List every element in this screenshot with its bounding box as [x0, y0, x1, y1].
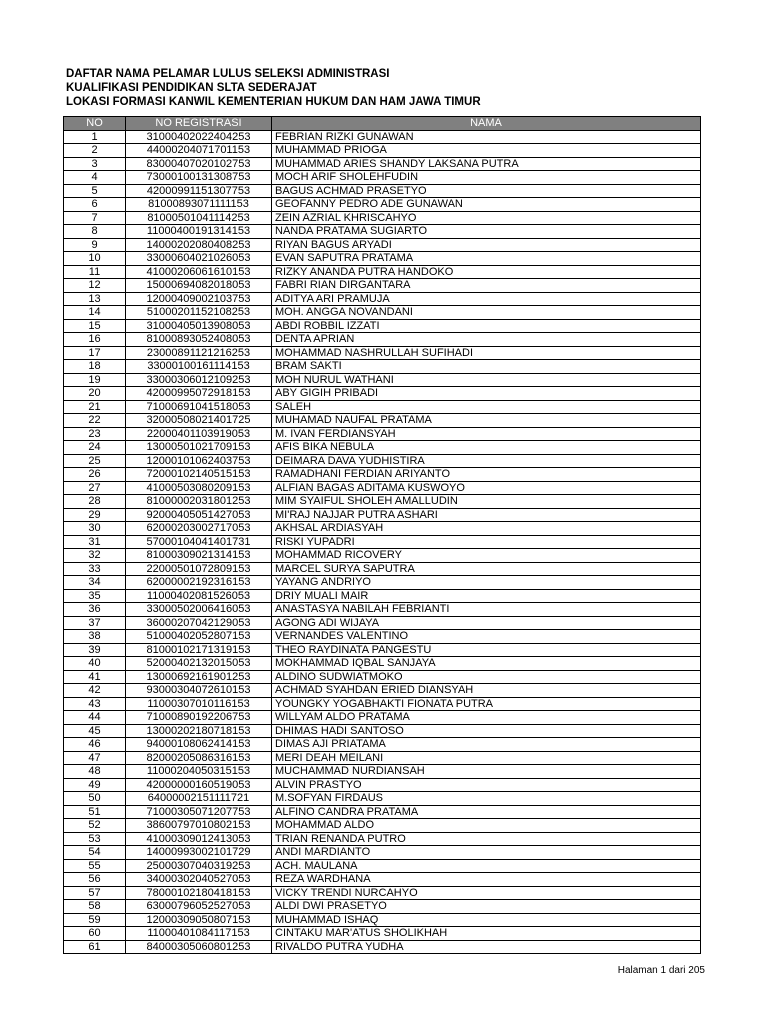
row-number: 2 — [64, 144, 126, 158]
applicant-name: MI'RAJ NAJJAR PUTRA ASHARI — [272, 508, 701, 522]
applicant-name: DENTA APRIAN — [272, 333, 701, 347]
applicant-name: EVAN SAPUTRA PRATAMA — [272, 252, 701, 266]
table-row — [64, 252, 701, 266]
registration-number: 44000204071701153 — [126, 144, 272, 158]
table-row — [64, 900, 701, 914]
registration-number: 13000692161901253 — [126, 670, 272, 684]
applicant-name: YOUNGKY YOGABHAKTI FIONATA PUTRA — [272, 697, 701, 711]
applicant-name: CINTAKU MAR'ATUS SHOLIKHAH — [272, 927, 701, 941]
row-number: 33 — [64, 562, 126, 576]
table-body — [64, 130, 701, 954]
registration-number: 57000104041401731 — [126, 535, 272, 549]
row-number: 4 — [64, 171, 126, 185]
table-row — [64, 400, 701, 414]
registration-number: 41000309012413053 — [126, 832, 272, 846]
row-number: 14 — [64, 306, 126, 320]
applicant-name: MOHAMMAD ALDO — [272, 819, 701, 833]
table-row — [64, 157, 701, 171]
applicant-name: ANDI MARDIANTO — [272, 846, 701, 860]
registration-number: 31000405013908053 — [126, 319, 272, 333]
applicant-name: YAYANG ANDRIYO — [272, 576, 701, 590]
table-row — [64, 184, 701, 198]
registration-number: 81000102171319153 — [126, 643, 272, 657]
applicant-name: MOH. ANGGA NOVANDANI — [272, 306, 701, 320]
row-number: 59 — [64, 913, 126, 927]
table-row — [64, 778, 701, 792]
row-number: 38 — [64, 630, 126, 644]
applicant-name: TRIAN RENANDA PUTRO — [272, 832, 701, 846]
table-row — [64, 319, 701, 333]
applicant-name: M.SOFYAN FIRDAUS — [272, 792, 701, 806]
table-row — [64, 549, 701, 563]
registration-number: 72000102140515153 — [126, 468, 272, 482]
table-row — [64, 738, 701, 752]
applicant-name: BAGUS ACHMAD PRASETYO — [272, 184, 701, 198]
table-row — [64, 886, 701, 900]
applicant-name: RAMADHANI FERDIAN ARIYANTO — [272, 468, 701, 482]
table-row — [64, 913, 701, 927]
table-row — [64, 468, 701, 482]
title-line-1: DAFTAR NAMA PELAMAR LULUS SELEKSI ADMINISTRASI — [66, 68, 390, 80]
row-number: 1 — [64, 130, 126, 144]
registration-number: 92000405051427053 — [126, 508, 272, 522]
table-row — [64, 522, 701, 536]
table-row — [64, 306, 701, 320]
table-row — [64, 792, 701, 806]
applicant-name: M. IVAN FERDIANSYAH — [272, 427, 701, 441]
applicant-name: AGONG ADI WIJAYA — [272, 616, 701, 630]
applicant-name: ACH. MAULANA — [272, 859, 701, 873]
table-row — [64, 873, 701, 887]
document-heading — [66, 67, 481, 109]
registration-number: 11000307010116153 — [126, 697, 272, 711]
row-number: 28 — [64, 495, 126, 509]
row-number: 40 — [64, 657, 126, 671]
registration-number: 51000201152108253 — [126, 306, 272, 320]
applicant-name: MUHAMMAD ISHAQ — [272, 913, 701, 927]
registration-number: 84000305060801253 — [126, 940, 272, 954]
row-number: 3 — [64, 157, 126, 171]
applicant-name: MOHAMMAD RICOVERY — [272, 549, 701, 563]
row-number: 12 — [64, 279, 126, 293]
registration-number: 38600797010802153 — [126, 819, 272, 833]
applicant-name: VICKY TRENDI NURCAHYO — [272, 886, 701, 900]
applicant-name: DEIMARA DAVA YUDHISTIRA — [272, 454, 701, 468]
row-number: 41 — [64, 670, 126, 684]
row-number: 19 — [64, 373, 126, 387]
row-number: 23 — [64, 427, 126, 441]
registration-number: 63000796052527053 — [126, 900, 272, 914]
applicant-name: MUHAMAD NAUFAL PRATAMA — [272, 414, 701, 428]
table-row — [64, 589, 701, 603]
applicant-name: AFIS BIKA NEBULA — [272, 441, 701, 455]
applicant-name: DIMAS AJI PRIATAMA — [272, 738, 701, 752]
table-row — [64, 279, 701, 293]
title-line-2: KUALIFIKASI PENDIDIKAN SLTA SEDERAJAT — [66, 82, 317, 94]
registration-number: 15000694082018053 — [126, 279, 272, 293]
row-number: 56 — [64, 873, 126, 887]
applicant-name: MOHAMMAD NASHRULLAH SUFIHADI — [272, 346, 701, 360]
applicant-name: ALDI DWI PRASETYO — [272, 900, 701, 914]
row-number: 50 — [64, 792, 126, 806]
row-number: 24 — [64, 441, 126, 455]
table-row — [64, 198, 701, 212]
applicant-name: MUCHAMMAD NURDIANSAH — [272, 765, 701, 779]
table-row — [64, 657, 701, 671]
registration-number: 51000402052807153 — [126, 630, 272, 644]
applicant-name: MERI DEAH MEILANI — [272, 751, 701, 765]
applicant-name: ACHMAD SYAHDAN ERIED DIANSYAH — [272, 684, 701, 698]
registration-number: 11000400191314153 — [126, 225, 272, 239]
applicant-name: ABDI ROBBIL IZZATI — [272, 319, 701, 333]
header-registration: NO REGISTRASI — [126, 117, 272, 131]
applicant-name: MARCEL SURYA SAPUTRA — [272, 562, 701, 576]
registration-number: 62000002192316153 — [126, 576, 272, 590]
table-row — [64, 292, 701, 306]
row-number: 53 — [64, 832, 126, 846]
registration-number: 41000503080209153 — [126, 481, 272, 495]
table-row — [64, 940, 701, 954]
registration-number: 12000101062403753 — [126, 454, 272, 468]
applicant-name: RIVALDO PUTRA YUDHA — [272, 940, 701, 954]
applicant-name: FABRI RIAN DIRGANTARA — [272, 279, 701, 293]
table-row — [64, 144, 701, 158]
applicant-name: ADITYA ARI PRAMUJA — [272, 292, 701, 306]
row-number: 47 — [64, 751, 126, 765]
applicant-name: REZA WARDHANA — [272, 873, 701, 887]
row-number: 43 — [64, 697, 126, 711]
table-row — [64, 562, 701, 576]
table-row — [64, 454, 701, 468]
row-number: 9 — [64, 238, 126, 252]
table-row — [64, 603, 701, 617]
applicant-name: RISKI YUPADRI — [272, 535, 701, 549]
row-number: 42 — [64, 684, 126, 698]
row-number: 36 — [64, 603, 126, 617]
table-row — [64, 616, 701, 630]
row-number: 51 — [64, 805, 126, 819]
table-row — [64, 481, 701, 495]
row-number: 49 — [64, 778, 126, 792]
table-row — [64, 832, 701, 846]
applicant-name: GEOFANNY PEDRO ADE GUNAWAN — [272, 198, 701, 212]
table-row — [64, 427, 701, 441]
registration-number: 34000302040527053 — [126, 873, 272, 887]
row-number: 10 — [64, 252, 126, 266]
row-number: 21 — [64, 400, 126, 414]
row-number: 57 — [64, 886, 126, 900]
applicant-name: ZEIN AZRIAL KHRISCAHYO — [272, 211, 701, 225]
applicant-name: ANASTASYA NABILAH FEBRIANTI — [272, 603, 701, 617]
table-row — [64, 684, 701, 698]
row-number: 37 — [64, 616, 126, 630]
registration-number: 12000409002103753 — [126, 292, 272, 306]
applicant-name: ABY GIGIH PRIBADI — [272, 387, 701, 401]
header-name: NAMA — [272, 117, 701, 131]
applicant-name: DHIMAS HADI SANTOSO — [272, 724, 701, 738]
applicant-name: ALDINO SUDWIATMOKO — [272, 670, 701, 684]
applicant-name: MUHAMMAD PRIOGA — [272, 144, 701, 158]
row-number: 20 — [64, 387, 126, 401]
registration-number: 41000206061610153 — [126, 265, 272, 279]
registration-number: 42000000160519053 — [126, 778, 272, 792]
applicant-name: WILLYAM ALDO PRATAMA — [272, 711, 701, 725]
registration-number: 81000501041114253 — [126, 211, 272, 225]
row-number: 16 — [64, 333, 126, 347]
table-row — [64, 238, 701, 252]
registration-number: 12000309050807153 — [126, 913, 272, 927]
registration-number: 42000991151307753 — [126, 184, 272, 198]
applicant-name: SALEH — [272, 400, 701, 414]
row-number: 35 — [64, 589, 126, 603]
registration-number: 93000304072610153 — [126, 684, 272, 698]
row-number: 13 — [64, 292, 126, 306]
applicant-name: NANDA PRATAMA SUGIARTO — [272, 225, 701, 239]
registration-number: 23000891121216253 — [126, 346, 272, 360]
applicant-name: MIM SYAIFUL SHOLEH AMALLUDIN — [272, 495, 701, 509]
applicant-name: ALFINO CANDRA PRATAMA — [272, 805, 701, 819]
registration-number: 71000305071207753 — [126, 805, 272, 819]
registration-number: 11000402081526053 — [126, 589, 272, 603]
table-row — [64, 859, 701, 873]
row-number: 29 — [64, 508, 126, 522]
registration-number: 62000203002717053 — [126, 522, 272, 536]
registration-number: 78000102180418153 — [126, 886, 272, 900]
registration-number: 14000202080408253 — [126, 238, 272, 252]
table-row — [64, 333, 701, 347]
row-number: 26 — [64, 468, 126, 482]
registration-number: 81000893052408053 — [126, 333, 272, 347]
applicant-name: MOKHAMMAD IQBAL SANJAYA — [272, 657, 701, 671]
row-number: 34 — [64, 576, 126, 590]
registration-number: 52000402132015053 — [126, 657, 272, 671]
applicant-name: RIYAN BAGUS ARYADI — [272, 238, 701, 252]
applicant-table — [63, 116, 701, 954]
table-row — [64, 495, 701, 509]
registration-number: 11000204050315153 — [126, 765, 272, 779]
table-row — [64, 211, 701, 225]
registration-number: 11000401084117153 — [126, 927, 272, 941]
registration-number: 94000108062414153 — [126, 738, 272, 752]
registration-number: 13000202180718153 — [126, 724, 272, 738]
header-no: NO — [64, 117, 126, 131]
row-number: 6 — [64, 198, 126, 212]
registration-number: 71000890192206753 — [126, 711, 272, 725]
title-line-3: LOKASI FORMASI KANWIL KEMENTERIAN HUKUM DAN HAM JAWA TIMUR — [66, 96, 481, 108]
row-number: 60 — [64, 927, 126, 941]
table-row — [64, 927, 701, 941]
table-header — [64, 117, 701, 131]
applicant-name: VERNANDES VALENTINO — [272, 630, 701, 644]
table-row — [64, 643, 701, 657]
registration-number: 71000691041518053 — [126, 400, 272, 414]
row-number: 22 — [64, 414, 126, 428]
table-row — [64, 751, 701, 765]
table-row — [64, 373, 701, 387]
row-number: 7 — [64, 211, 126, 225]
row-number: 61 — [64, 940, 126, 954]
registration-number: 81000002031801253 — [126, 495, 272, 509]
row-number: 30 — [64, 522, 126, 536]
applicant-name: DRIY MUALI MAIR — [272, 589, 701, 603]
row-number: 11 — [64, 265, 126, 279]
table-row — [64, 346, 701, 360]
table-row — [64, 441, 701, 455]
table-row — [64, 360, 701, 374]
table-row — [64, 130, 701, 144]
table-row — [64, 697, 701, 711]
table-row — [64, 765, 701, 779]
row-number: 27 — [64, 481, 126, 495]
registration-number: 73000100131308753 — [126, 171, 272, 185]
registration-number: 33000604021026053 — [126, 252, 272, 266]
registration-number: 42000995072918153 — [126, 387, 272, 401]
row-number: 46 — [64, 738, 126, 752]
registration-number: 22000501072809153 — [126, 562, 272, 576]
applicant-name: MOCH ARIF SHOLEHFUDIN — [272, 171, 701, 185]
registration-number: 14000993002101729 — [126, 846, 272, 860]
registration-number: 13000501021709153 — [126, 441, 272, 455]
row-number: 48 — [64, 765, 126, 779]
registration-number: 33000306012109253 — [126, 373, 272, 387]
registration-number: 81000309021314153 — [126, 549, 272, 563]
table-row — [64, 225, 701, 239]
table-row — [64, 711, 701, 725]
registration-number: 81000893071111153 — [126, 198, 272, 212]
applicant-name: MOH NURUL WATHANI — [272, 373, 701, 387]
row-number: 54 — [64, 846, 126, 860]
row-number: 44 — [64, 711, 126, 725]
row-number: 8 — [64, 225, 126, 239]
table-row — [64, 414, 701, 428]
applicant-name: FEBRIAN RIZKI GUNAWAN — [272, 130, 701, 144]
row-number: 39 — [64, 643, 126, 657]
applicant-name: BRAM SAKTI — [272, 360, 701, 374]
table-row — [64, 576, 701, 590]
header-row — [64, 117, 701, 131]
table-row — [64, 265, 701, 279]
registration-number: 22000401103919053 — [126, 427, 272, 441]
row-number: 52 — [64, 819, 126, 833]
applicant-name: AKHSAL ARDIASYAH — [272, 522, 701, 536]
row-number: 31 — [64, 535, 126, 549]
page-footer: Halaman 1 dari 205 — [617, 965, 705, 976]
table-row — [64, 819, 701, 833]
registration-number: 33000100161114153 — [126, 360, 272, 374]
registration-number: 36000207042129053 — [126, 616, 272, 630]
registration-number: 83000407020102753 — [126, 157, 272, 171]
registration-number: 32000508021401725 — [126, 414, 272, 428]
row-number: 15 — [64, 319, 126, 333]
table-row — [64, 171, 701, 185]
applicant-name: ALVIN PRASTYO — [272, 778, 701, 792]
row-number: 5 — [64, 184, 126, 198]
table-row — [64, 387, 701, 401]
registration-number: 64000002151111721 — [126, 792, 272, 806]
row-number: 18 — [64, 360, 126, 374]
registration-number: 82000205086316153 — [126, 751, 272, 765]
table-row — [64, 535, 701, 549]
table-row — [64, 846, 701, 860]
table-row — [64, 724, 701, 738]
table-row — [64, 670, 701, 684]
table-row — [64, 805, 701, 819]
registration-number: 33000502006416053 — [126, 603, 272, 617]
row-number: 25 — [64, 454, 126, 468]
applicant-name: ALFIAN BAGAS ADITAMA KUSWOYO — [272, 481, 701, 495]
applicant-name: THEO RAYDINATA PANGESTU — [272, 643, 701, 657]
row-number: 32 — [64, 549, 126, 563]
applicant-name: RIZKY ANANDA PUTRA HANDOKO — [272, 265, 701, 279]
registration-number: 25000307040319253 — [126, 859, 272, 873]
row-number: 55 — [64, 859, 126, 873]
registration-number: 31000402022404253 — [126, 130, 272, 144]
row-number: 17 — [64, 346, 126, 360]
row-number: 45 — [64, 724, 126, 738]
table-row — [64, 630, 701, 644]
row-number: 58 — [64, 900, 126, 914]
table-row — [64, 508, 701, 522]
applicant-name: MUHAMMAD ARIES SHANDY LAKSANA PUTRA — [272, 157, 701, 171]
